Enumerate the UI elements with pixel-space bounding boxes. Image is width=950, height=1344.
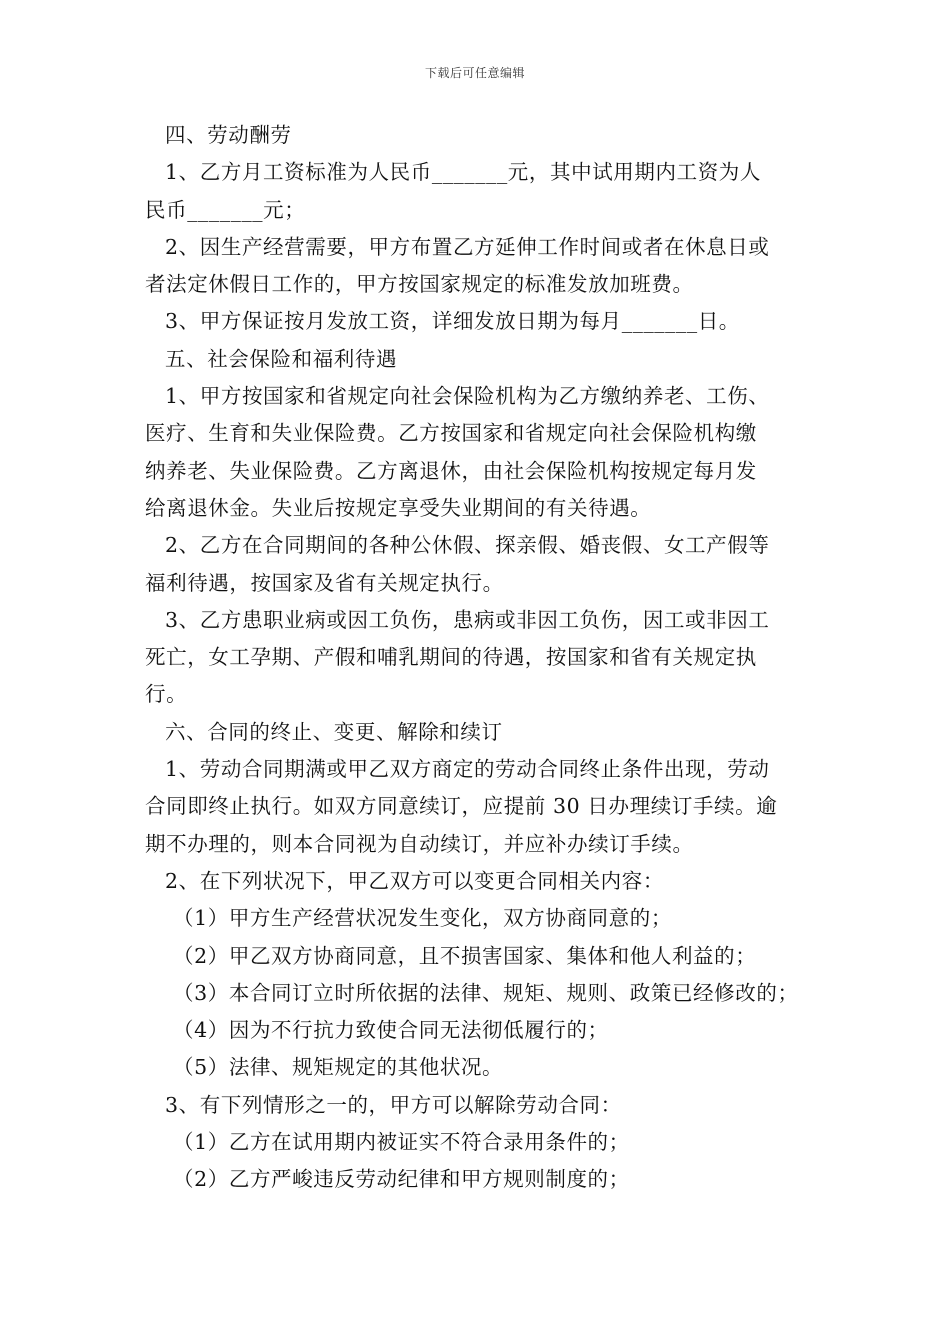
list-item: （1）甲方生产经营状况发生变化，双方协商同意的； (173, 906, 672, 931)
document-body (145, 117, 810, 1199)
page-header: 下载后可任意编辑 (424, 66, 525, 80)
paragraph-line: 1、乙方月工资标准为人民币_______元，其中试用期内工资为人 (165, 160, 761, 185)
list-item: （2）甲乙双方协商同意，且不损害国家、集体和他人利益的； (173, 943, 757, 968)
paragraph-line: 医疗、生育和失业保险费。乙方按国家和省规定向社会保险机构缴 (145, 421, 757, 446)
section-heading-labor-pay: 四、劳动酬劳 (165, 123, 292, 147)
paragraph-line: 给离退休金。失业后按规定享受失业期间的有关待遇。 (145, 495, 652, 520)
paragraph-line: 合同即终止执行。如双方同意续订，应提前 30 日办理续订手续。逾 (145, 794, 778, 819)
paragraph-line: 2、因生产经营需要，甲方布置乙方延伸工作时间或者在休息日或 (165, 234, 770, 259)
paragraph-line: 福利待遇，按国家及省有关规定执行。 (145, 570, 504, 595)
section-heading-contract-termination: 六、合同的终止、变更、解除和续订 (165, 719, 503, 744)
list-item: （4）因为不行抗力致使合同无法彻低履行的； (173, 1018, 609, 1043)
paragraph-line: 2、在下列状况下，甲乙双方可以变更合同相关内容： (165, 868, 664, 893)
paragraph-line: 期不办理的，则本合同视为自动续订，并应补办续订手续。 (145, 831, 694, 856)
paragraph-line: 纳养老、失业保险费。乙方离退休，由社会保险机构按规定每月发 (145, 458, 757, 483)
paragraph-line: 1、劳动合同期满或甲乙双方商定的劳动合同终止条件出现，劳动 (165, 757, 770, 782)
paragraph-line: 死亡，女工孕期、产假和哺乳期间的待遇，按国家和省有关规定执 (145, 645, 757, 670)
paragraph-line: 3、乙方患职业病或因工负伤，患病或非因工负伤，因工或非因工 (165, 607, 770, 632)
paragraph-line: 3、甲方保证按月发放工资，详细发放日期为每月_______日。 (165, 309, 740, 334)
paragraph-line: 3、有下列情形之一的，甲方可以解除劳动合同： (165, 1092, 622, 1117)
paragraph-line: 1、甲方按国家和省规定向社会保险机构为乙方缴纳养老、工伤、 (165, 384, 770, 409)
paragraph-line: 民币_______元； (145, 197, 306, 222)
paragraph-line: 者法定休假日工作的，甲方按国家规定的标准发放加班费。 (145, 272, 694, 297)
list-item: （5）法律、规矩规定的其他状况。 (173, 1055, 504, 1080)
paragraph-line: 2、乙方在合同期间的各种公休假、探亲假、婚丧假、女工产假等 (165, 533, 770, 558)
list-item: （1）乙方在试用期内被证实不符合录用条件的； (173, 1130, 630, 1155)
list-item: （2）乙方严峻违反劳动纪律和甲方规则制度的； (173, 1167, 630, 1192)
section-heading-social-insurance: 五、社会保险和福利待遇 (165, 346, 398, 371)
paragraph-line: 行。 (145, 682, 188, 707)
list-item: （3）本合同订立时所依据的法律、规矩、规则、政策已经修改的； (173, 980, 799, 1005)
